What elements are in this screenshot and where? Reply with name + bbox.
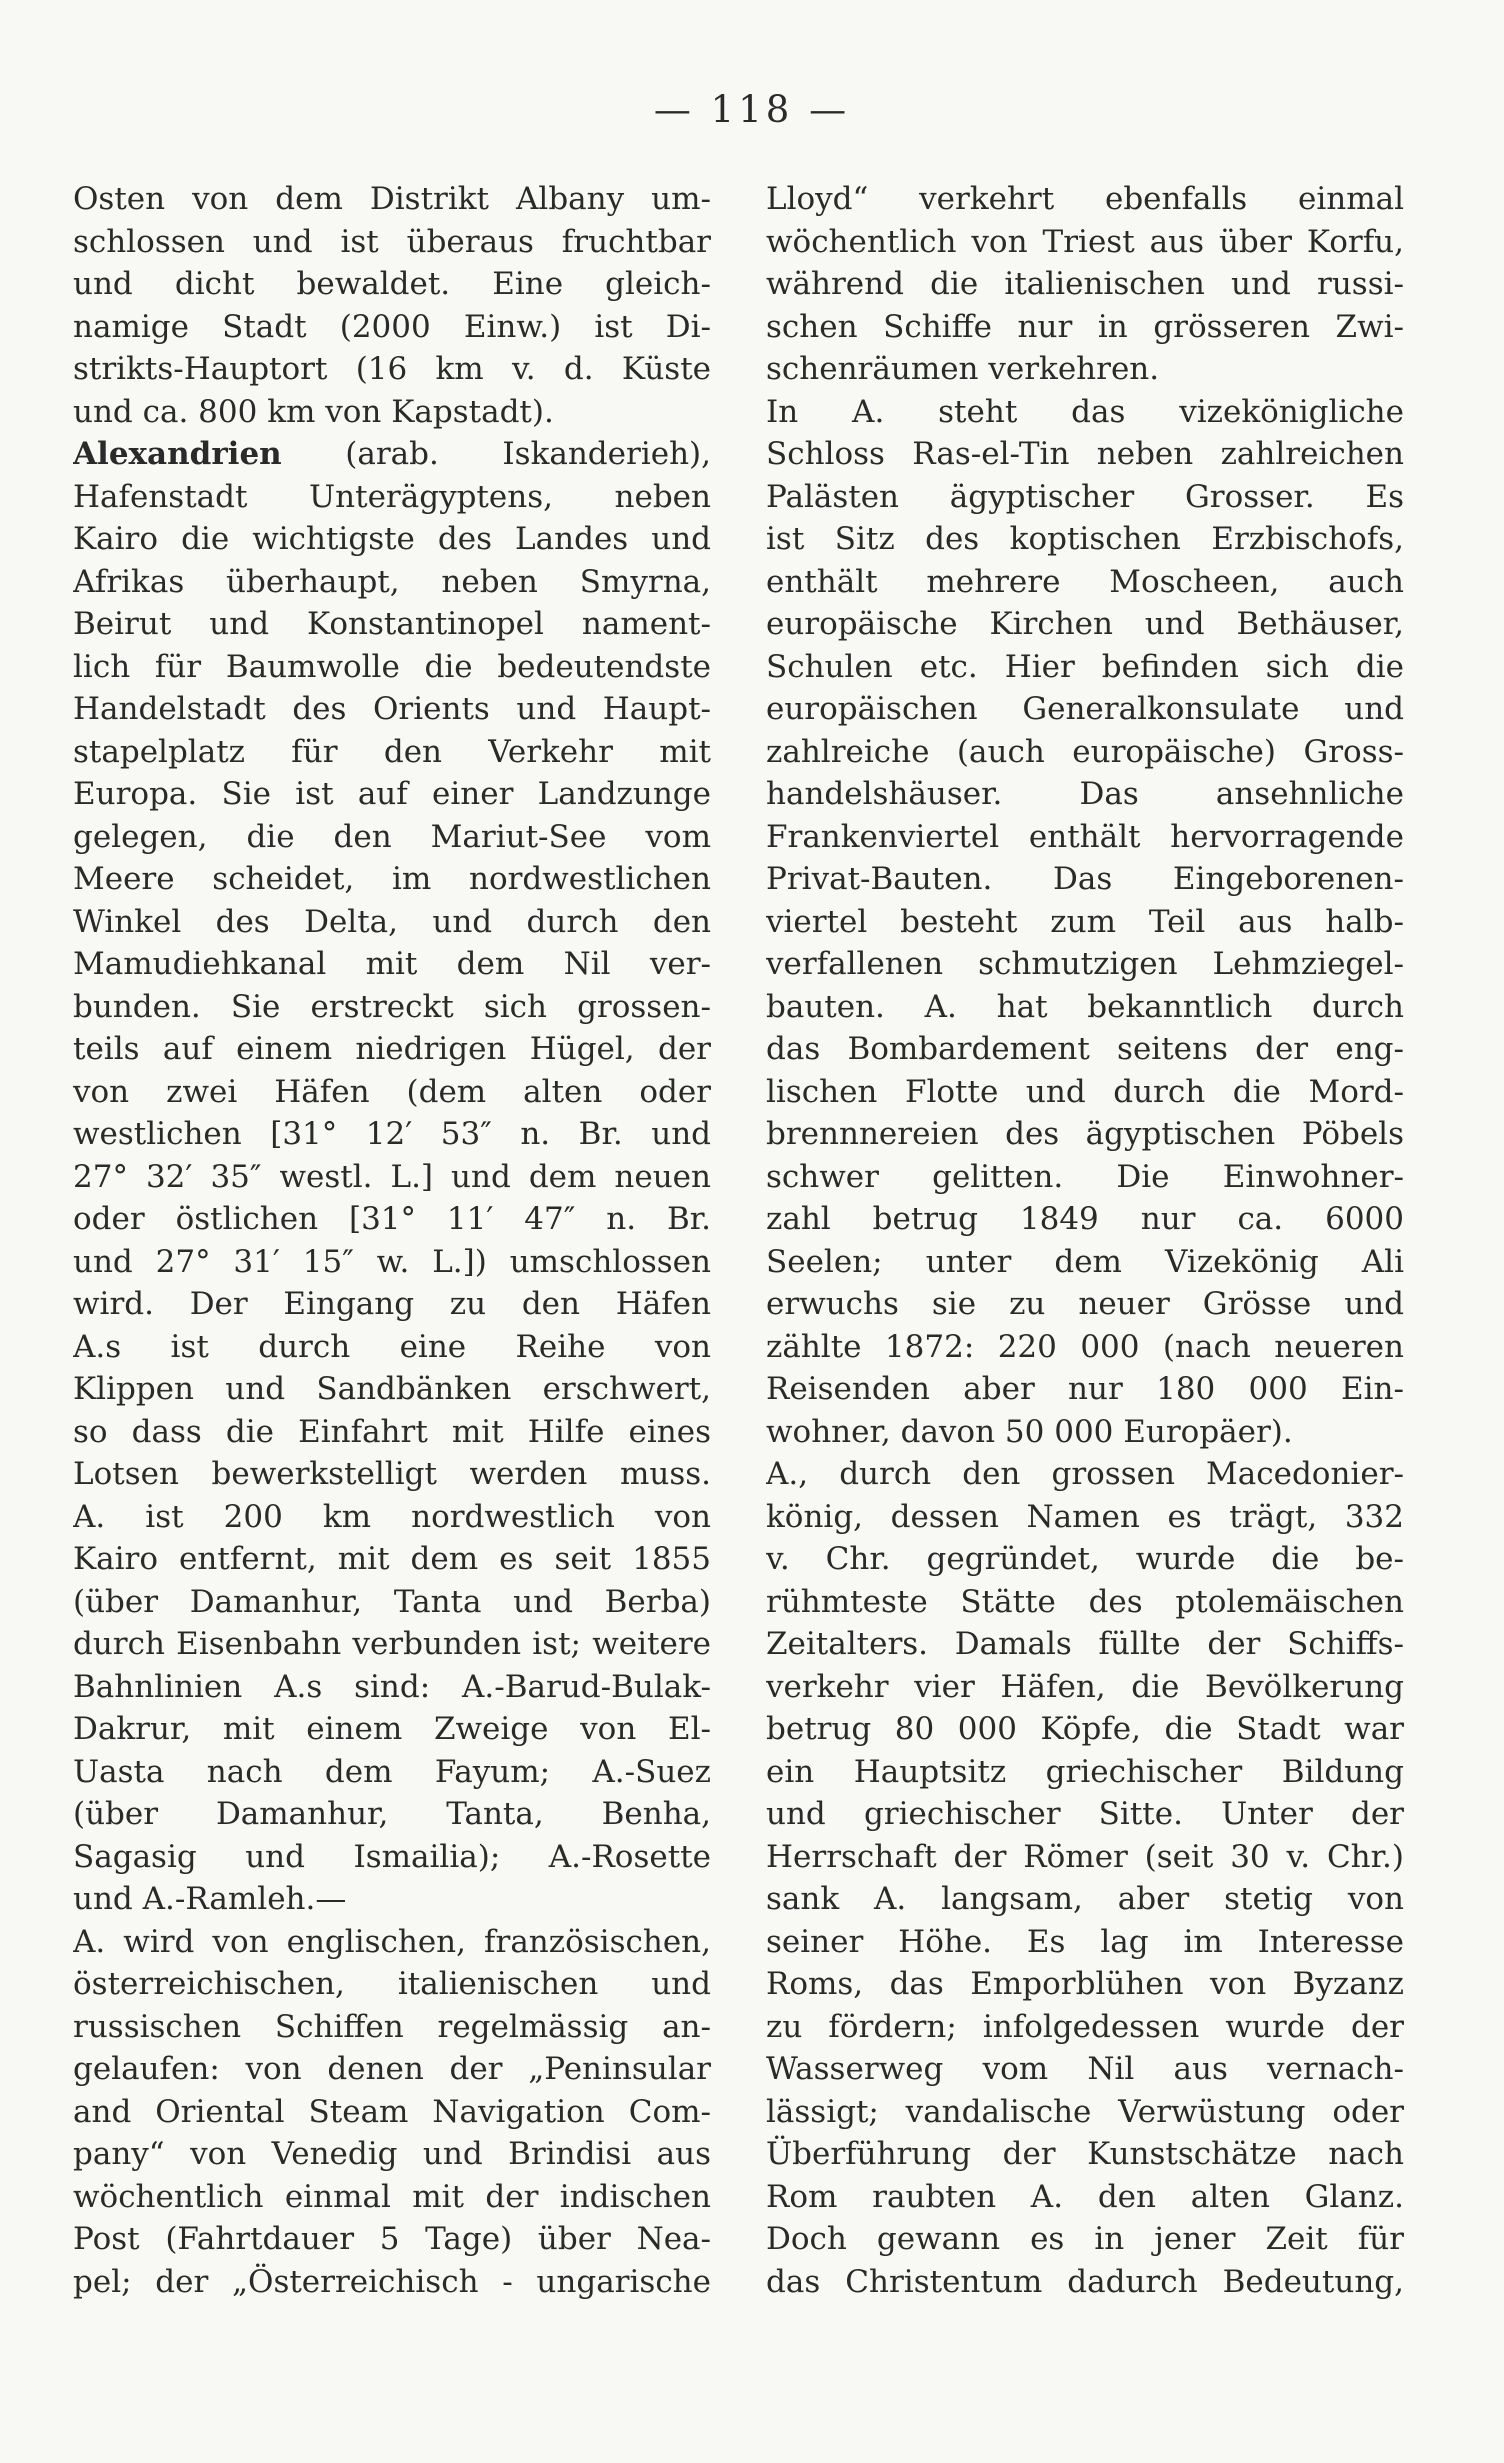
text-line: das Bombardement seitens der eng- — [766, 1031, 1404, 1067]
text-line: könig, dessen Namen es trägt, 332 — [766, 1498, 1404, 1535]
text-line: Uasta nach dem Fayum; A.-Suez — [73, 1753, 711, 1790]
text-line: bunden. Sie erstreckt sich grossen- — [73, 988, 711, 1025]
text-line: A. wird von englischen, französischen, — [73, 1923, 711, 1960]
text-line: Klippen und Sandbänken erschwert, — [73, 1371, 711, 1407]
text-line: zu fördern; infolgedessen wurde der — [766, 2008, 1404, 2045]
text-line: gelaufen: von denen der „Peninsular — [73, 2051, 711, 2087]
text-line: und griechischer Sitte. Unter der — [766, 1796, 1404, 1832]
text-line: strikts-Hauptort (16 km v. d. Küste — [73, 351, 711, 387]
text-line: Afrikas überhaupt, neben Smyrna, — [73, 563, 711, 600]
text-line: Überführung der Kunstschätze nach — [766, 2136, 1404, 2172]
text-line: Rom raubten A. den alten Glanz. — [766, 2178, 1404, 2215]
text-line: durch Eisenbahn verbunden ist; weitere — [73, 1626, 711, 1662]
text-line: und dicht bewaldet. Eine gleich- — [73, 266, 711, 302]
text-line: Schloss Ras-el-Tin neben zahlreichen — [766, 436, 1404, 472]
text-line: viertel besteht zum Teil aus halb- — [766, 903, 1404, 940]
text-line: In A. steht das vizekönigliche — [766, 393, 1404, 430]
text-line: pany“ von Venedig und Brindisi aus — [73, 2136, 711, 2172]
text-line: Handelstadt des Orients und Haupt- — [73, 691, 711, 727]
text-line: österreichischen, italienischen und — [73, 1966, 711, 2002]
text-line: Doch gewann es in jener Zeit für — [766, 2221, 1404, 2257]
entry-headword: Alexandrien — [73, 436, 282, 472]
text-line: Herrschaft der Römer (seit 30 v. Chr.) — [766, 1838, 1404, 1875]
text-line: und ca. 800 km von Kapstadt). — [73, 393, 554, 430]
text-line: Zeitalters. Damals füllte der Schiffs- — [766, 1626, 1404, 1662]
text-line: lässigt; vandalische Verwüstung oder — [766, 2093, 1404, 2130]
text-line: Lotsen bewerkstelligt werden muss. — [73, 1456, 711, 1492]
text-line: lischen Flotte und durch die Mord- — [766, 1073, 1404, 1110]
text-line: v. Chr. gegründet, wurde die be- — [766, 1541, 1404, 1577]
text-line: teils auf einem niedrigen Hügel, der — [73, 1031, 711, 1067]
text-line: and Oriental Steam Navigation Com- — [73, 2093, 711, 2130]
text-line: Frankenviertel enthält hervorragende — [766, 818, 1404, 855]
text-line: erwuchs sie zu neuer Grösse und — [766, 1286, 1404, 1322]
text-line: brennnereien des ägyptischen Pöbels — [766, 1116, 1404, 1152]
text-line: rühmteste Stätte des ptolemäischen — [766, 1583, 1404, 1620]
text-line: betrug 80 000 Köpfe, die Stadt war — [766, 1711, 1404, 1747]
text-line: Meere scheidet, im nordwestlichen — [73, 861, 711, 897]
left-text-column — [73, 178, 711, 2303]
text-line: zählte 1872: 220 000 (nach neueren — [766, 1328, 1404, 1365]
text-line: westlichen [31° 12′ 53″ n. Br. und — [73, 1116, 711, 1152]
text-line: so dass die Einfahrt mit Hilfe eines — [73, 1413, 711, 1450]
text-line: zahl betrug 1849 nur ca. 6000 — [766, 1201, 1404, 1237]
text-line: Kairo entfernt, mit dem es seit 1855 — [73, 1541, 711, 1577]
text-line: pel; der „Österreichisch - ungarische — [73, 2263, 711, 2300]
text-line: Palästen ägyptischer Grosser. Es — [766, 478, 1404, 515]
text-line: Wasserweg vom Nil aus vernach- — [766, 2051, 1404, 2087]
text-line: stapelplatz für den Verkehr mit — [73, 733, 711, 770]
text-line: verfallenen schmutzigen Lehmziegel- — [766, 946, 1404, 982]
text-line: verkehr vier Häfen, die Bevölkerung — [766, 1668, 1404, 1705]
text-line: Seelen; unter dem Vizekönig Ali — [766, 1243, 1404, 1280]
text-line: wöchentlich von Triest aus über Korfu, — [766, 223, 1404, 260]
text-line: sank A. langsam, aber stetig von — [766, 1881, 1404, 1917]
text-line: wird. Der Eingang zu den Häfen — [73, 1286, 711, 1322]
text-line: A.s ist durch eine Reihe von — [73, 1328, 711, 1365]
text-line: und A.-Ramleh.— — [73, 1881, 347, 1917]
text-line: während die italienischen und russi- — [766, 266, 1404, 302]
text-line: lich für Baumwolle die bedeutendste — [73, 648, 711, 685]
text-line: Schulen etc. Hier befinden sich die — [766, 648, 1404, 685]
text-line: Beirut und Konstantinopel nament- — [73, 606, 711, 642]
text-line: Hafenstadt Unterägyptens, neben — [73, 478, 711, 515]
text-line: Reisenden aber nur 180 000 Ein- — [766, 1371, 1404, 1407]
text-line: schenräumen verkehren. — [766, 351, 1160, 387]
text-line: Winkel des Delta, und durch den — [73, 903, 711, 940]
text-line: oder östlichen [31° 11′ 47″ n. Br. — [73, 1201, 711, 1237]
text-line: Kairo die wichtigste des Landes und — [73, 521, 711, 557]
text-line: wohner, davon 50 000 Europäer). — [766, 1413, 1293, 1450]
text-line: das Christentum dadurch Bedeutung, — [766, 2263, 1404, 2300]
text-line: 27° 32′ 35″ westl. L.] und dem neuen — [73, 1158, 711, 1195]
text-line: A. ist 200 km nordwestlich von — [73, 1498, 711, 1535]
text-line: Privat-Bauten. Das Eingeborenen- — [766, 861, 1404, 897]
text-line: europäische Kirchen und Bethäuser, — [766, 606, 1404, 642]
text-line: Lloyd“ verkehrt ebenfalls einmal — [766, 181, 1404, 217]
text-line: und 27° 31′ 15″ w. L.]) umschlossen — [73, 1243, 711, 1280]
text-line: gelegen, die den Mariut-See vom — [73, 818, 711, 855]
text-line: russischen Schiffen regelmässig an- — [73, 2008, 711, 2045]
text-line: handelshäuser. Das ansehnliche — [766, 776, 1404, 812]
text-line: Sagasig und Ismailia); A.-Rosette — [73, 1838, 711, 1875]
page-number: — 118 — — [653, 88, 851, 131]
text-line: bauten. A. hat bekanntlich durch — [766, 988, 1404, 1025]
text-line: ist Sitz des koptischen Erzbischofs, — [766, 521, 1404, 557]
text-line: schen Schiffe nur in grösseren Zwi- — [766, 308, 1404, 345]
text-line: ein Hauptsitz griechischer Bildung — [766, 1753, 1404, 1790]
text-line: Europa. Sie ist auf einer Landzunge — [73, 776, 711, 812]
text-line: (über Damanhur, Tanta und Berba) — [73, 1583, 711, 1620]
text-line: schwer gelitten. Die Einwohner- — [766, 1158, 1404, 1195]
text-line: europäischen Generalkonsulate und — [766, 691, 1404, 727]
text-line: wöchentlich einmal mit der indischen — [73, 2178, 711, 2215]
text-line: namige Stadt (2000 Einw.) ist Di- — [73, 308, 711, 345]
text-line: Post (Fahrtdauer 5 Tage) über Nea- — [73, 2221, 711, 2257]
text-line: Mamudiehkanal mit dem Nil ver- — [73, 946, 711, 982]
text-line: Alexandrien (arab. Iskanderieh), — [73, 436, 711, 472]
text-line: Dakrur, mit einem Zweige von El- — [73, 1711, 711, 1747]
text-line: zahlreiche (auch europäische) Gross- — [766, 733, 1404, 770]
text-line: Roms, das Emporblühen von Byzanz — [766, 1966, 1404, 2002]
text-line: schlossen und ist überaus fruchtbar — [73, 223, 711, 260]
text-line: enthält mehrere Moscheen, auch — [766, 563, 1404, 600]
text-line: (über Damanhur, Tanta, Benha, — [73, 1796, 711, 1832]
text-line: von zwei Häfen (dem alten oder — [73, 1073, 711, 1110]
text-line: Osten von dem Distrikt Albany um- — [73, 181, 711, 217]
right-text-column — [766, 178, 1404, 2303]
text-line: seiner Höhe. Es lag im Interesse — [766, 1923, 1404, 1960]
text-line: Bahnlinien A.s sind: A.-Barud-Bulak- — [73, 1668, 711, 1705]
text-line: A., durch den grossen Macedonier- — [766, 1456, 1404, 1492]
